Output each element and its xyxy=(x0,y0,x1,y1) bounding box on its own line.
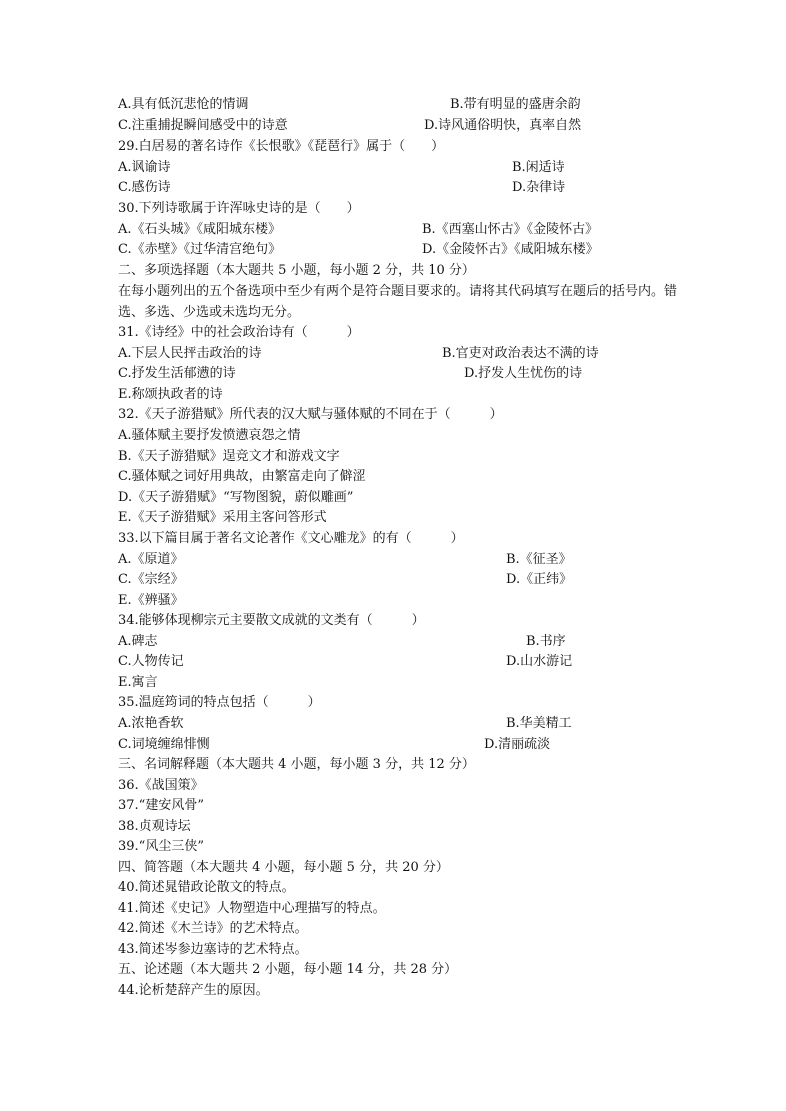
q33-option-b: B.《征圣》 xyxy=(506,552,572,567)
q30-option-c: C.《赤壁》《过华清宫绝句》 xyxy=(118,242,282,257)
q30-options-row-2 xyxy=(118,241,678,259)
q33-option-a: A.《原道》 xyxy=(118,552,184,567)
q31-option-d: D.抒发人生忧伤的诗 xyxy=(464,366,583,381)
q32-option-d: D.《天子游猎赋》“写物图貌，蔚似雕画” xyxy=(118,490,354,505)
q31-option-b: B.官吏对政治表达不满的诗 xyxy=(442,346,599,361)
q28-option-b: B.带有明显的盛唐余韵 xyxy=(450,97,581,112)
q34-options-row-2 xyxy=(118,653,678,671)
q34-options-row-1 xyxy=(118,633,678,651)
term-item: 38.贞观诗坛 xyxy=(118,819,191,834)
essay-item: 44.论析楚辞产生的原因。 xyxy=(118,983,269,998)
q28-options-row-2 xyxy=(118,117,678,135)
q32-stem: 32.《天子游猎赋》所代表的汉大赋与骚体赋的不同在于（ ） xyxy=(118,407,503,422)
q29-options-row-1 xyxy=(118,159,678,177)
term-item: 39.“风尘三侠” xyxy=(118,839,204,854)
short-answer-item: 41.简述《史记》人物塑造中心理描写的特点。 xyxy=(118,901,386,916)
q29-option-b: B.闲适诗 xyxy=(512,160,565,175)
q33-option-e: E.《辨骚》 xyxy=(118,593,184,608)
q31-option-c: C.抒发生活郁懑的诗 xyxy=(118,366,236,381)
section3-heading: 三、名词解释题（本大题共 4 小题，每小题 3 分，共 12 分） xyxy=(118,757,475,772)
q34-option-d: D.山水游记 xyxy=(506,654,573,669)
q29-stem: 29.白居易的著名诗作《长恨歌》《琵琶行》属于（ ） xyxy=(118,139,445,154)
section5-heading: 五、论述题（本大题共 2 小题，每小题 14 分，共 28 分） xyxy=(118,962,458,977)
q31-option-e: E.称颂执政者的诗 xyxy=(118,387,223,402)
q35-options-row-1 xyxy=(118,715,678,733)
q35-options-row-2 xyxy=(118,736,678,754)
q35-option-d: D.清丽疏淡 xyxy=(484,737,551,752)
q34-option-b: B.书序 xyxy=(526,634,566,649)
q29-option-c: C.感伤诗 xyxy=(118,180,171,195)
short-answer-item: 40.简述晁错政论散文的特点。 xyxy=(118,880,295,895)
q33-option-d: D.《正纬》 xyxy=(506,572,573,587)
q34-option-e: E.寓言 xyxy=(118,675,158,690)
q30-option-a: A.《石头城》《咸阳城东楼》 xyxy=(118,222,282,237)
term-item: 37.“建安风骨” xyxy=(118,798,204,813)
section2-instructions: 在每小题列出的五个备选项中至少有两个是符合题目要求的。请将其代码填写在题后的括号内。错选、多选、少选或未选均无分。 xyxy=(118,284,678,320)
q28-option-c: C.注重捕捉瞬间感受中的诗意 xyxy=(118,118,288,133)
q31-options-row-1 xyxy=(118,345,678,363)
short-answer-item: 42.简述《木兰诗》的艺术特点。 xyxy=(118,921,308,936)
q33-options-row-2 xyxy=(118,571,678,589)
q32-option-c: C.骚体赋之词好用典故，由繁富走向了僻涩 xyxy=(118,469,366,484)
q35-option-b: B.华美精工 xyxy=(506,716,572,731)
q32-option-e: E.《天子游猎赋》采用主客问答形式 xyxy=(118,510,327,525)
q35-option-a: A.浓艳香软 xyxy=(118,716,184,731)
q33-options-row-1 xyxy=(118,551,678,569)
q30-option-b: B.《西塞山怀古》《金陵怀古》 xyxy=(422,222,599,237)
q34-stem: 34.能够体现柳宗元主要散文成就的文类有（ ） xyxy=(118,613,425,628)
q35-option-c: C.词境缠绵悱恻 xyxy=(118,737,210,752)
section2-heading: 二、多项选择题（本大题共 5 小题，每小题 2 分，共 10 分） xyxy=(118,263,475,278)
section4-heading: 四、简答题（本大题共 4 小题，每小题 5 分，共 20 分） xyxy=(118,860,449,875)
q31-option-a: A.下层人民抨击政治的诗 xyxy=(118,346,262,361)
short-answer-item: 43.简述岑参边塞诗的艺术特点。 xyxy=(118,942,308,957)
term-item: 36.《战国策》 xyxy=(118,778,204,793)
q34-option-c: C.人物传记 xyxy=(118,654,184,669)
q33-option-c: C.《宗经》 xyxy=(118,572,184,587)
q29-option-d: D.杂律诗 xyxy=(512,180,566,195)
q32-option-b: B.《天子游猎赋》逞竞文才和游戏文字 xyxy=(118,449,340,464)
q28-options-row-1 xyxy=(118,96,678,114)
q30-option-d: D.《金陵怀古》《咸阳城东楼》 xyxy=(422,242,599,257)
q28-option-a: A.具有低沉悲怆的情调 xyxy=(118,97,249,112)
q31-options-row-2 xyxy=(118,365,678,383)
q34-option-a: A.碑志 xyxy=(118,634,158,649)
q30-options-row-1 xyxy=(118,221,678,239)
q29-options-row-2 xyxy=(118,179,678,197)
q35-stem: 35.温庭筠词的特点包括（ ） xyxy=(118,695,321,710)
q30-stem: 30.下列诗歌属于许浑咏史诗的是（ ） xyxy=(118,201,360,216)
q32-option-a: A.骚体赋主要抒发愤懑哀怨之情 xyxy=(118,428,301,443)
q33-stem: 33.以下篇目属于著名文论著作《文心雕龙》的有（ ） xyxy=(118,531,464,546)
q29-option-a: A.讽谕诗 xyxy=(118,160,171,175)
q28-option-d: D.诗风通俗明快，真率自然 xyxy=(424,118,582,133)
q31-stem: 31.《诗经》中的社会政治诗有（ ） xyxy=(118,325,360,340)
